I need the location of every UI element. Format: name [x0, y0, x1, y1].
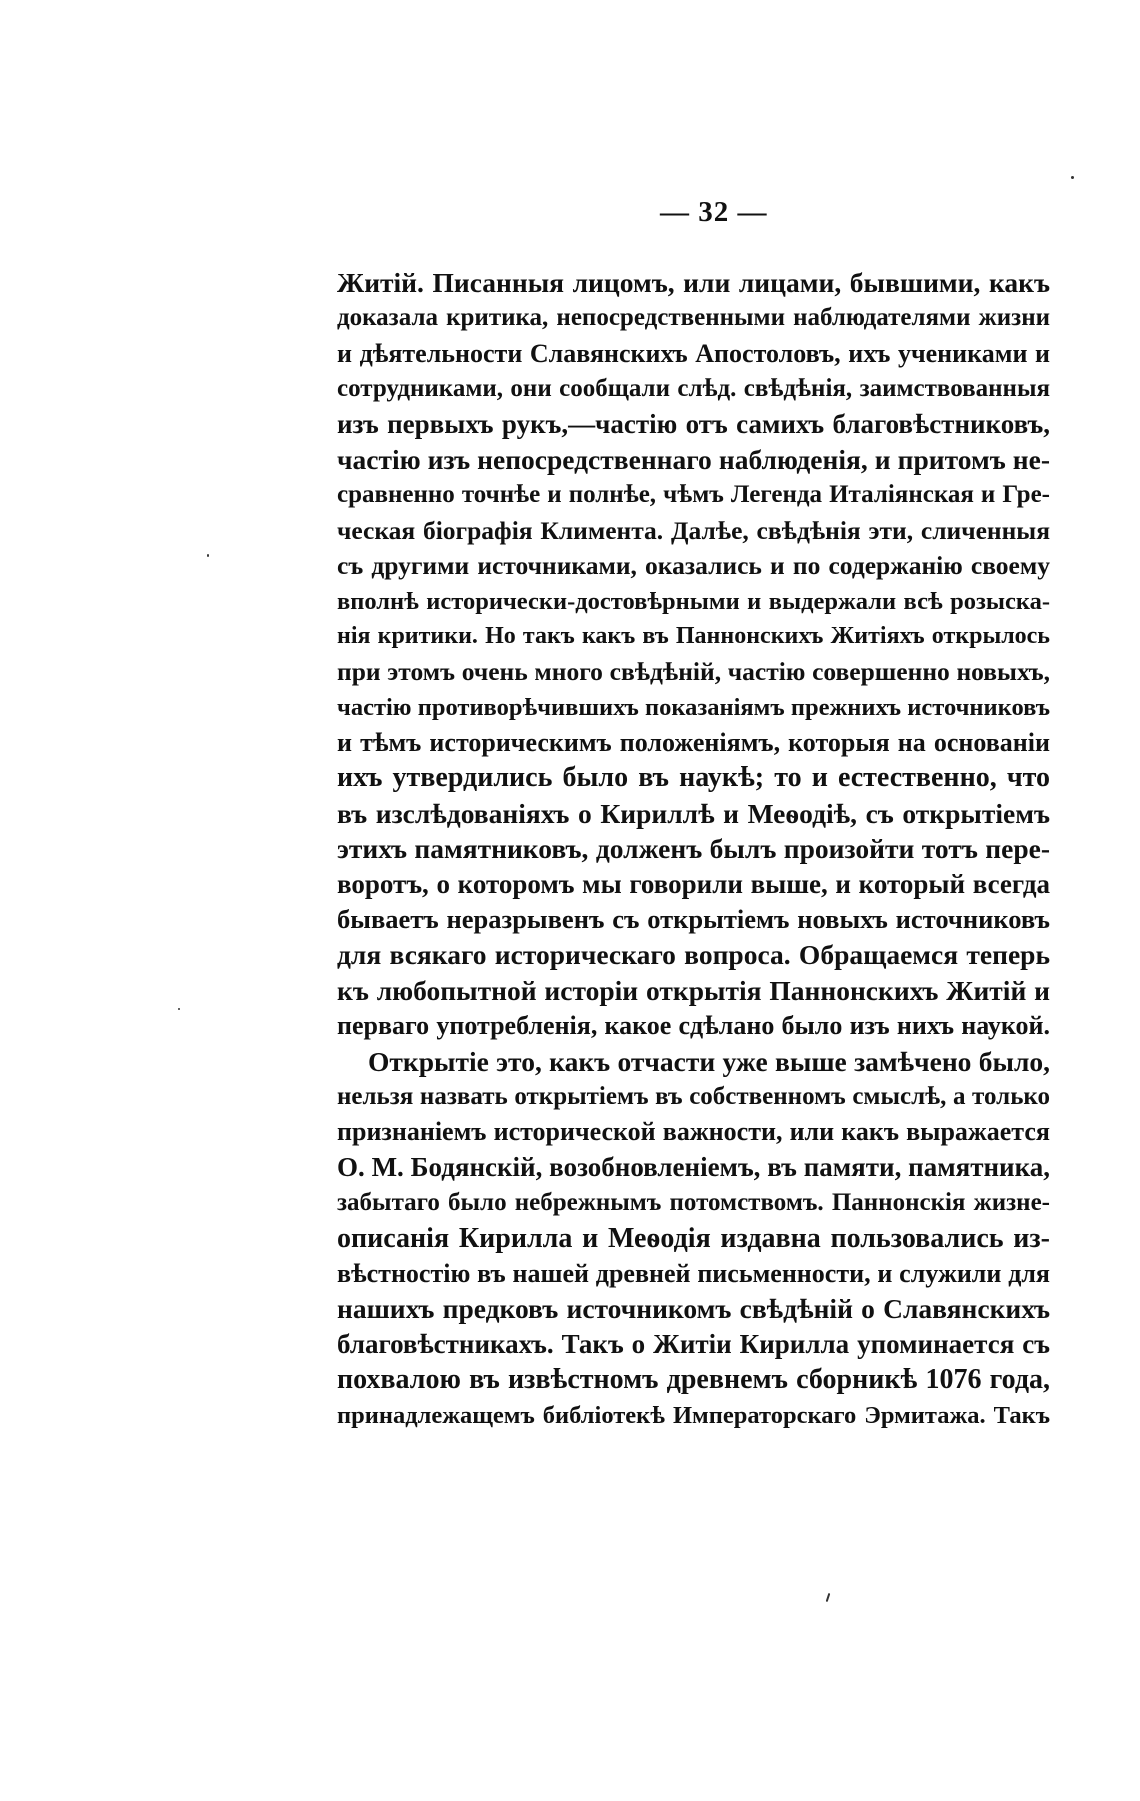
text-line: и тѣмъ историческимъ положеніямъ, которыя на основаніи [337, 728, 1050, 758]
text-line: для всякаго историческаго вопроса. Обращаемся теперь [337, 939, 1050, 971]
page-number: — 32 — [660, 196, 768, 228]
text-line: забытаго было небрежнымъ потомствомъ. Паннонскія жизне- [337, 1189, 1050, 1217]
scan-speck [178, 1008, 180, 1010]
text-line: признаніемъ исторической важности, или какъ выражается [337, 1117, 1050, 1147]
text-line: сравненно точнѣе и полнѣе, чѣмъ Легенда Италіянская и Гре- [337, 481, 1050, 509]
text-line: бываетъ неразрывенъ съ открытіемъ новыхъ источниковъ [337, 904, 1050, 935]
text-line: въ изслѣдованіяхъ о Кириллѣ и Меѳодіѣ, съ открытіемъ [337, 797, 1050, 829]
text-line: сотрудниками, они сообщали слѣд. свѣдѣнія, заимствованныя [337, 375, 1050, 403]
text-line: описанія Кирилла и Меѳодія издавна пользовались из- [337, 1222, 1050, 1254]
text-line: частію изъ непосредственнаго наблюденія, и притомъ не- [337, 443, 1050, 475]
text-line: Житій. Писанныя лицомъ, или лицами, бывшими, какъ [337, 267, 1050, 298]
text-line: ческая біографія Климента. Далѣе, свѣдѣнія эти, сличенныя [337, 515, 1050, 545]
body-text [337, 265, 1050, 1433]
text-line: нельзя назвать открытіемъ въ собственномъ смыслѣ, а только [337, 1082, 1050, 1110]
text-line: вполнѣ исторически-достовѣрными и выдержали всѣ розыска- [337, 587, 1050, 615]
text-line: похвалою въ извѣстномъ древнемъ сборникѣ 1076 года, [337, 1364, 1050, 1396]
text-line: и дѣятельности Славянскихъ Апостоловъ, ихъ учениками и [337, 338, 1050, 368]
scan-speck [207, 554, 209, 557]
text-line: изъ первыхъ рукъ,—частію отъ самихъ благовѣстниковъ, [337, 408, 1050, 439]
text-line: нашихъ предковъ источникомъ свѣдѣній о Славянскихъ [337, 1293, 1050, 1325]
text-line: ихъ утвердились было въ наукѣ; то и естественно, что [337, 762, 1050, 794]
text-line: съ другими источниками, оказались и по содержанію своему [337, 551, 1050, 581]
text-line: благовѣстникахъ. Такъ о Житіи Кирилла упоминается съ [337, 1328, 1050, 1359]
text-line: нія критики. Но такъ какъ въ Паннонскихъ Житіяхъ открылось [337, 622, 1050, 649]
text-line: доказала критика, непосредственными наблюдателями жизни [337, 304, 1050, 332]
text-line: къ любопытной исторіи открытія Паннонскихъ Житій и [337, 974, 1050, 1006]
text-line: принадлежащемъ библіотекѣ Императорскаго Эрмитажа. Такъ [337, 1401, 1050, 1429]
text-line: при этомъ очень много свѣдѣній, частію совершенно новыхъ, [337, 657, 1050, 687]
text-line: этихъ памятниковъ, долженъ былъ произойти тотъ пере- [337, 833, 1050, 865]
text-line: О. М. Бодянскій, возобновленіемъ, въ памяти, памятника, [337, 1151, 1050, 1182]
text-line: воротъ, о которомъ мы говорили выше, и который всегда [337, 868, 1050, 899]
scan-speck [1071, 176, 1074, 179]
text-line: вѣстностію въ нашей древней письменности, и служили для [337, 1258, 1050, 1288]
scan-speck [826, 1593, 831, 1602]
text-line: частію противорѣчившихъ показаніямъ прежнихъ источниковъ [337, 693, 1050, 721]
text-line: перваго употребленія, какое сдѣлано было изъ нихъ наукой. [337, 1011, 1050, 1041]
text-line: Открытіе это, какъ отчасти уже выше замѣчено было, [368, 1045, 1050, 1077]
